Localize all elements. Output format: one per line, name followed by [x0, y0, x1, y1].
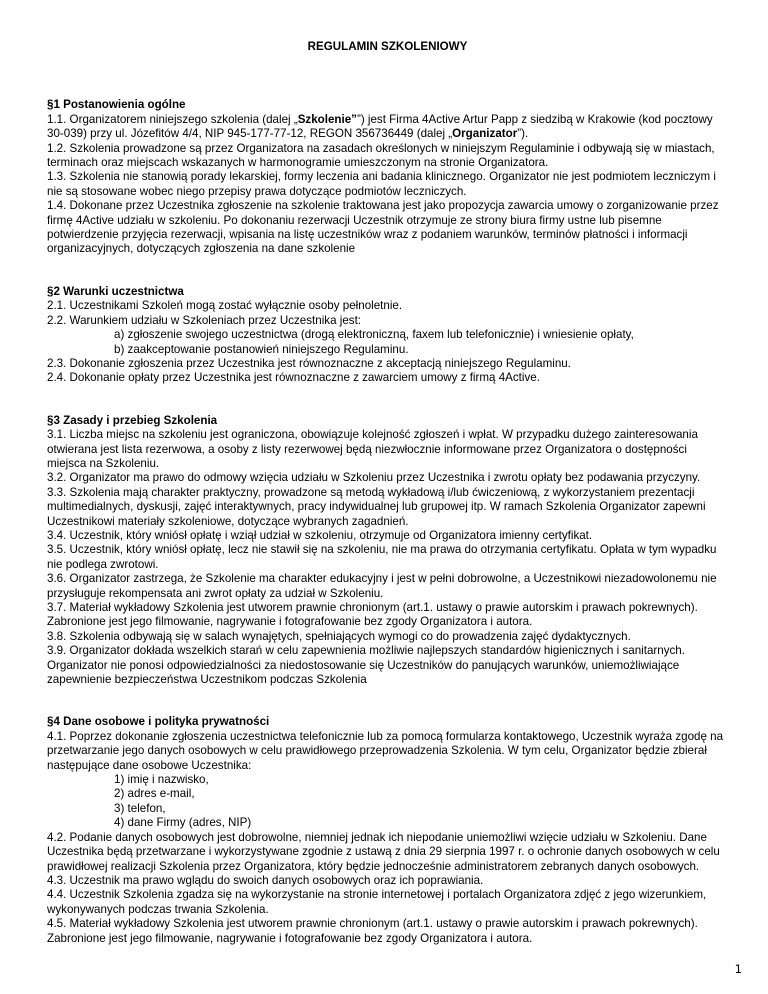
- paragraph-3-2: 3.2. Organizator ma prawo do odmowy wzięcia udziału w Szkoleniu przez Uczestnika i zwrotu opłaty bez podawania przyczyny.: [47, 471, 701, 485]
- page-number: 1: [734, 961, 742, 976]
- paragraph-4-3: 4.3. Uczestnik ma prawo wglądu do swoich danych osobowych oraz ich poprawiania.: [47, 873, 484, 887]
- paragraph-4-4: 4.4. Uczestnik Szkolenia zgadza się na wykorzystanie na stronie internetowej i portalach Organizatora zdjęć z jego wizerunkiem, wykonywanych podczas trwania Szkolenia.: [47, 888, 707, 916]
- text-span: ”).: [517, 127, 529, 141]
- paragraph-2-3: 2.3. Dokonanie zgłoszenia przez Uczestnika jest równoznaczne z akceptacją niniejszego Regulaminu.: [47, 356, 571, 370]
- paragraph-2-4: 2.4. Dokonanie opłaty przez Uczestnika jest równoznaczne z zawarciem umowy z firmą 4Active.: [47, 371, 540, 385]
- section-1-heading: §1 Postanowienia ogólne: [47, 98, 186, 112]
- paragraph-1-1: [47, 113, 728, 142]
- paragraph-4-1: 4.1. Poprzez dokonanie zgłoszenia uczestnictwa telefonicznie lub za pomocą formularza kontaktowego, Uczestnik wyraża zgodę na przetwarzanie jego danych osobowych w celu prawidłowego przeprowadzenia Szkolenia. W tym celu, Organizator będzie zbierał następujące dane osobowe Uczestnika:: [47, 729, 724, 772]
- section-3-heading: §3 Zasady i przebieg Szkolenia: [47, 413, 218, 427]
- paragraph-4-2: 4.2. Podanie danych osobowych jest dobrowolne, niemniej jednak ich niepodanie uniemożliwi wzięcie udziału w Szkoleniu. Dane Uczestnika będą przetwarzane i wykorzystywane zgodnie z ustawą z dnia 29 sierpnia 1997 r. o ochronie danych osobowych w celu prawidłowej realizacji Szkolenia przez Organizatora, który będzie jednocześnie administratorem zebranych danych osobowych.: [47, 830, 720, 873]
- paragraph-1-3: 1.3. Szkolenia nie stanowią porady lekarskiej, formy leczenia ani badania klinicznego. Organizator nie jest podmiotem leczniczym i nie są stosowane wobec niego przepisy prawa dotyczące podmiotów leczniczych.: [47, 170, 716, 198]
- paragraph-3-6: 3.6. Organizator zastrzega, że Szkolenie ma charakter edukacyjny i jest w pełni dobrowolne, a Uczestnikowi niezadowolonemu nie przysługuje rekompensata ani zwrot opłaty za udział w Szkoleniu.: [47, 572, 717, 600]
- paragraph-2-2-b: b) zaakceptowanie postanowień niniejszego Regulaminu.: [114, 342, 409, 356]
- paragraph-2-2: 2.2. Warunkiem udziału w Szkoleniach przez Uczestnika jest:: [47, 313, 362, 327]
- paragraph-1-2: 1.2. Szkolenia prowadzone są przez Organizatora na zasadach określonych w niniejszym Regulaminie i odbywają się w miastach, terminach oraz miejscach wskazanych w harmonogramie umieszczonym na stronie Organizatora.: [47, 141, 715, 170]
- paragraph-3-7: 3.7. Materiał wykładowy Szkolenia jest utworem prawnie chronionym (art.1. ustawy o prawie autorskim i prawach pokrewnych). Zabronione jest jego filmowanie, nagrywanie i fotografowanie bez zgody Organizatora i autora.: [47, 601, 698, 629]
- section-2-heading: §2 Warunki uczestnictwa: [47, 284, 184, 298]
- section-3: [47, 414, 728, 688]
- paragraph-2-1: 2.1. Uczestnikami Szkoleń mogą zostać wyłącznie osoby pełnoletnie.: [47, 299, 403, 313]
- list-item: 1) imię i nazwisko,: [114, 773, 209, 787]
- section-2: [47, 285, 728, 386]
- bold-term-szkolenie: Szkolenie”: [297, 112, 357, 126]
- paragraph-3-9: 3.9. Organizator dokłada wszelkich starań w celu zapewnienia możliwie najlepszych standardów higienicznych i sanitarnych. Organizator nie ponosi odpowiedzialności za niedostosowanie się Uczestników do panujących warunków, uniemożliwiające zapewnienie bezpieczeństwa Uczestnikom podczas Szkolenia: [47, 644, 685, 687]
- paragraph-1-4: 1.4. Dokonane przez Uczestnika zgłoszenie na szkolenie traktowana jest jako propozycja zawarcia umowy o zorganizowanie przez firmę 4Active udziału w szkoleniu. Po dokonaniu rezerwacji Uczestnik otrzymuje ze strony biura firmy ustne lub pisemne potwierdzenie przyjęcia rezerwacji, wpisania na listę uczestników wraz z podaniem warunków, terminów płatności i informacji organizacyjnych, dotyczących zgłoszenia na dane szkolenie: [47, 199, 719, 256]
- paragraph-3-3: 3.3. Szkolenia mają charakter praktyczny, prowadzone są metodą wykładową i/lub ćwiczeniową, z wykorzystaniem prezentacji multimedialnych, dyskusji, zajęć interaktywnych, pracy indywidualnej lub grupowej itp. W ramach Szkolenia Organizator zapewni Uczestnikowi materiały szkoleniowe, dotyczące wybranych zagadnień.: [47, 485, 706, 528]
- bold-term-organizator: Organizator: [452, 127, 518, 141]
- list-item: 3) telefon,: [114, 801, 166, 815]
- page-title: REGULAMIN SZKOLENIOWY: [307, 40, 468, 53]
- section-1: [47, 98, 728, 256]
- paragraph-2-2-a: a) zgłoszenie swojego uczestnictwa (drogą elektroniczną, faxem lub telefonicznie) i wniesienie opłaty,: [114, 328, 634, 342]
- paragraph-3-1: 3.1. Liczba miejsc na szkoleniu jest ograniczona, obowiązuje kolejność zgłoszeń i wpłat. W przypadku dużego zainteresowania otwierana jest lista rezerwowa, a osoby z listy rezerwowej będą niezwłocznie informowane przez Organizatora o dostępności miejsca na Szkoleniu.: [47, 428, 698, 470]
- list-item: 2) adres e-mail,: [114, 787, 195, 801]
- text-span: 1.1. Organizatorem niniejszego szkolenia (dalej „: [47, 112, 298, 126]
- section-4: [47, 715, 728, 946]
- text-span: ”) jest Firma 4Active Artur Papp z siedzibą w Krakowie (kod pocztowy 30-039) przy ul. Józefitów 4/4, NIP 945-177-77-12, REGON 356736449 (dalej „: [47, 112, 713, 141]
- section-4-heading: §4 Dane osobowe i polityka prywatności: [47, 715, 270, 729]
- paragraph-3-8: 3.8. Szkolenia odbywają się w salach wynajętych, spełniających wymogi co do prowadzenia zajęć dydaktycznych.: [47, 629, 631, 643]
- paragraph-3-5: 3.5. Uczestnik, który wniósł opłatę, lecz nie stawił się na szkoleniu, nie ma prawa do otrzymania certyfikatu. Opłata w tym wypadku nie podlega zwrotowi.: [47, 543, 717, 571]
- paragraph-3-4: 3.4. Uczestnik, który wniósł opłatę i wziął udział w szkoleniu, otrzymuje od Organizatora imienny certyfikat.: [47, 528, 593, 542]
- list-item: 4) dane Firmy (adres, NIP): [114, 816, 252, 830]
- paragraph-4-5: 4.5. Materiał wykładowy Szkolenia jest utworem prawnie chronionym (art.1. ustawy o prawie autorskim i prawach pokrewnych). Zabronione jest jego filmowanie, nagrywanie i fotografowanie bez zgody Organizatora i autora.: [47, 917, 698, 945]
